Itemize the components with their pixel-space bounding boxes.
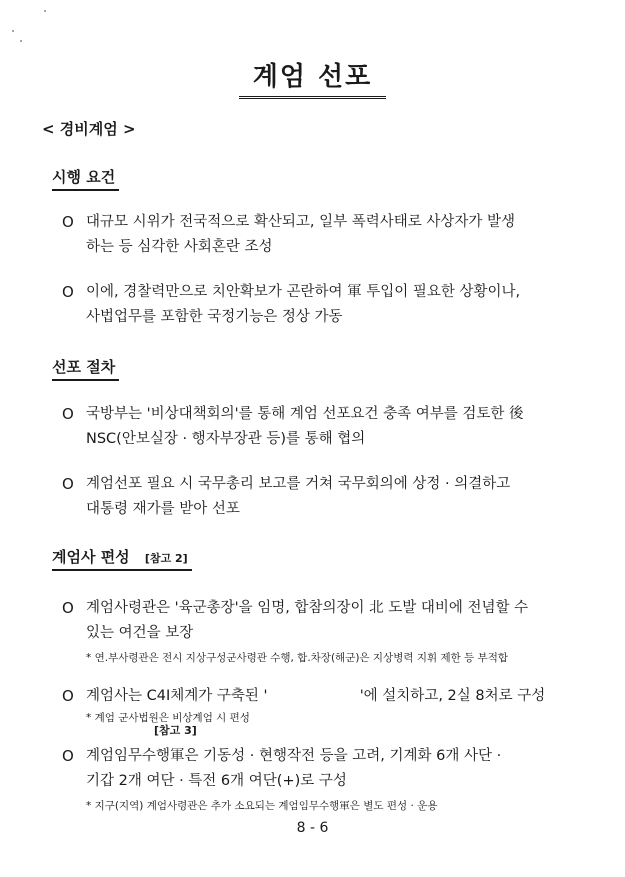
item-footnote: * 지구(지역) 계엄사령관은 추가 소요되는 계엄임무수행軍은 별도 편성 · 운용 bbox=[86, 800, 438, 812]
list-item bbox=[62, 744, 592, 794]
bullet-circle-icon: O bbox=[62, 405, 74, 423]
reference-note: [참고 3] bbox=[154, 724, 197, 737]
item-line: NSC(안보실장 · 행자부장관 등)를 통해 협의 bbox=[86, 431, 366, 447]
item-line: 계엄사는 C4I체계가 구축된 ' '에 설치하고, 2실 8처로 구성 bbox=[86, 688, 546, 704]
item-line: 국방부는 '비상대책회의'를 통해 계엄 선포요건 충족 여부를 검토한 後 bbox=[86, 406, 524, 422]
section-heading-martial-law-command: 계엄사 편성 [참고 2] bbox=[52, 546, 192, 571]
scan-speck bbox=[44, 10, 46, 12]
reference-note: [참고 2] bbox=[144, 552, 188, 565]
page-number: 8 - 6 bbox=[296, 820, 329, 836]
bullet-circle-icon: O bbox=[62, 213, 74, 231]
bullet-circle-icon: O bbox=[62, 747, 74, 765]
list-item bbox=[62, 596, 592, 646]
document-title: 계엄 선포 bbox=[0, 56, 625, 99]
item-footnote: * 계엄 군사법원은 비상계엄 시 편성 bbox=[86, 712, 250, 724]
bullet-circle-icon: O bbox=[62, 599, 74, 617]
item-line: 기갑 2개 여단 · 특전 6개 여단(+)로 구성 bbox=[86, 773, 347, 789]
section-heading-procedure: 선포 절차 bbox=[52, 356, 119, 381]
bullet-circle-icon: O bbox=[62, 687, 74, 705]
item-line: 하는 등 심각한 사회혼란 조성 bbox=[86, 239, 273, 255]
item-line: 대규모 시위가 전국적으로 확산되고, 일부 폭력사태로 사상자가 발생 bbox=[86, 214, 516, 230]
item-line: 이에, 경찰력만으로 치안확보가 곤란하여 軍 투입이 필요한 상황이나, bbox=[86, 284, 521, 300]
list-item bbox=[62, 472, 592, 522]
scan-speck bbox=[20, 40, 22, 42]
section-heading-requirements: 시행 요건 bbox=[52, 166, 119, 191]
item-line: 계엄사령관은 '육군총장'을 임명, 합참의장이 北 도발 대비에 전념할 수 bbox=[86, 600, 529, 616]
document-subtitle: < 경비계엄 > bbox=[42, 120, 136, 138]
item-footnote: * 연.부사령관은 전시 지상구성군사령관 수행, 합.차장(해군)은 지상병력 지휘 제한 등 부적합 bbox=[86, 652, 508, 664]
list-item bbox=[62, 402, 592, 452]
scan-speck bbox=[12, 30, 14, 32]
item-line: 계엄선포 필요 시 국무총리 보고를 거쳐 국무회의에 상정 · 의결하고 bbox=[86, 476, 511, 492]
list-item bbox=[62, 210, 592, 260]
item-line: 계엄임무수행軍은 기동성 · 현행작전 등을 고려, 기계화 6개 사단 · bbox=[86, 748, 502, 764]
item-line: 대통령 재가를 받아 선포 bbox=[86, 501, 240, 517]
list-item bbox=[62, 684, 592, 709]
list-item bbox=[62, 280, 592, 330]
bullet-circle-icon: O bbox=[62, 283, 74, 301]
item-line: 있는 여건을 보장 bbox=[86, 625, 194, 641]
bullet-circle-icon: O bbox=[62, 475, 74, 493]
item-line: 사법업무를 포함한 국정기능은 정상 가동 bbox=[86, 309, 343, 325]
